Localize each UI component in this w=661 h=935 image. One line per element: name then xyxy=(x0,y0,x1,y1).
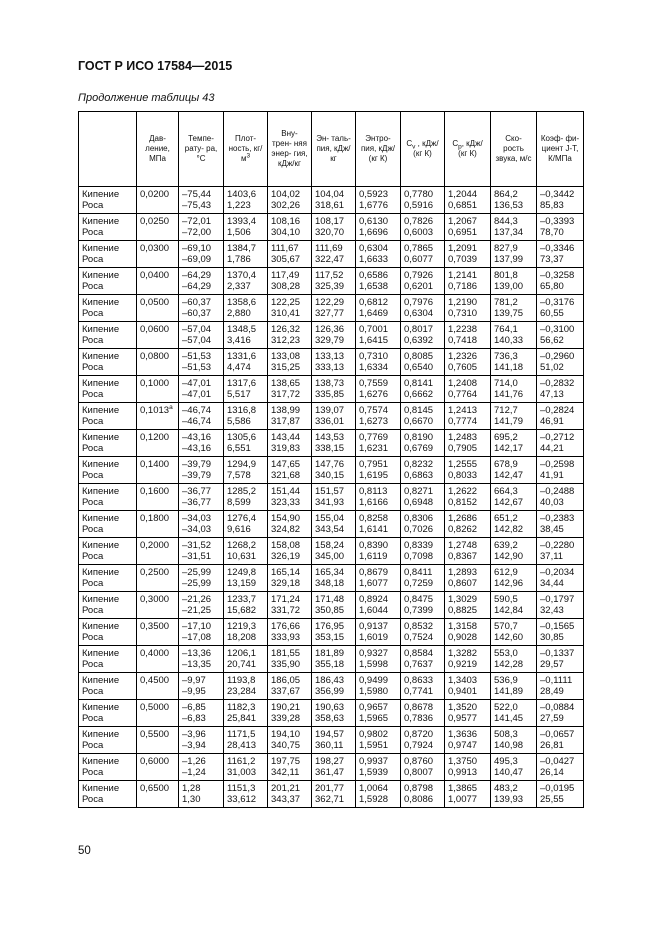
entropy-cell: 0,7310 1,6334 xyxy=(356,349,401,376)
density-cell: 1151,3 33,612 xyxy=(224,781,268,808)
sound-speed-cell: 864,2 136,53 xyxy=(491,187,537,214)
pressure-cell: 0,1000 xyxy=(137,376,179,403)
internal-energy-cell: 104,02 302,26 xyxy=(268,187,312,214)
cv-cell: 0,8190 0,6769 xyxy=(401,430,445,457)
joule-thomson-cell: –0,2824 46,91 xyxy=(537,403,584,430)
temperature-cell: –69,10 –69,09 xyxy=(179,241,224,268)
temperature-cell: –47,01 –47,01 xyxy=(179,376,224,403)
entropy-cell: 0,9937 1,5939 xyxy=(356,754,401,781)
density-cell: 1294,9 7,578 xyxy=(224,457,268,484)
internal-energy-cell: 165,14 329,18 xyxy=(268,565,312,592)
table-row xyxy=(79,538,584,565)
cp-cell: 1,2238 0,7418 xyxy=(445,322,491,349)
internal-energy-cell: 181,55 335,90 xyxy=(268,646,312,673)
temperature-cell: –9,97 –9,95 xyxy=(179,673,224,700)
cv-cell: 0,8017 0,6392 xyxy=(401,322,445,349)
table-row xyxy=(79,484,584,511)
internal-energy-cell: 197,75 342,11 xyxy=(268,754,312,781)
pressure-cell: 0,5000 xyxy=(137,700,179,727)
state-cell: Кипение Роса xyxy=(79,727,137,754)
enthalpy-cell: 139,07 336,01 xyxy=(312,403,356,430)
density-cell: 1171,5 28,413 xyxy=(224,727,268,754)
entropy-cell: 0,7559 1,6276 xyxy=(356,376,401,403)
table-row xyxy=(79,295,584,322)
density-cell: 1403,6 1,223 xyxy=(224,187,268,214)
pressure-cell: 0,5500 xyxy=(137,727,179,754)
joule-thomson-cell: –0,1111 28,49 xyxy=(537,673,584,700)
density-cell: 1219,3 18,208 xyxy=(224,619,268,646)
temperature-cell: –34,03 –34,03 xyxy=(179,511,224,538)
sound-speed-cell: 483,2 139,93 xyxy=(491,781,537,808)
sound-speed-cell: 651,2 142,82 xyxy=(491,511,537,538)
state-cell: Кипение Роса xyxy=(79,457,137,484)
cv-cell: 0,8141 0,6662 xyxy=(401,376,445,403)
table-row xyxy=(79,214,584,241)
column-header-entropy: Энтро- пия, кДж/ (кг К) xyxy=(356,112,401,187)
enthalpy-cell: 176,95 353,15 xyxy=(312,619,356,646)
joule-thomson-cell: –0,0884 27,59 xyxy=(537,700,584,727)
entropy-cell: 0,7951 1,6195 xyxy=(356,457,401,484)
state-cell: Кипение Роса xyxy=(79,646,137,673)
state-cell: Кипение Роса xyxy=(79,565,137,592)
table-row xyxy=(79,349,584,376)
cv-cell: 0,7865 0,6077 xyxy=(401,241,445,268)
table-row xyxy=(79,241,584,268)
table-row xyxy=(79,619,584,646)
cv-cell: 0,8633 0,7741 xyxy=(401,673,445,700)
temperature-cell: –57,04 –57,04 xyxy=(179,322,224,349)
table-row xyxy=(79,430,584,457)
sound-speed-cell: 612,9 142,96 xyxy=(491,565,537,592)
pressure-cell: 0,6500 xyxy=(137,781,179,808)
cv-cell: 0,7926 0,6201 xyxy=(401,268,445,295)
pressure-cell: 0,0500 xyxy=(137,295,179,322)
state-cell: Кипение Роса xyxy=(79,214,137,241)
sound-speed-cell: 712,7 141,79 xyxy=(491,403,537,430)
state-cell: Кипение Роса xyxy=(79,781,137,808)
entropy-cell: 0,8679 1,6077 xyxy=(356,565,401,592)
density-cell: 1358,6 2,880 xyxy=(224,295,268,322)
enthalpy-cell: 133,13 333,13 xyxy=(312,349,356,376)
cp-cell: 1,2413 0,7774 xyxy=(445,403,491,430)
density-cell: 1370,4 2,337 xyxy=(224,268,268,295)
state-cell: Кипение Роса xyxy=(79,538,137,565)
enthalpy-cell: 147,76 340,15 xyxy=(312,457,356,484)
sound-speed-cell: 570,7 142,60 xyxy=(491,619,537,646)
cv-cell: 0,8085 0,6540 xyxy=(401,349,445,376)
cp-cell: 1,2408 0,7764 xyxy=(445,376,491,403)
cv-cell: 0,8532 0,7524 xyxy=(401,619,445,646)
column-header-cv: $C_v$ , кДж/ (кг К) xyxy=(401,112,445,187)
pressure-cell: 0,1200 xyxy=(137,430,179,457)
temperature-cell: –64,29 –64,29 xyxy=(179,268,224,295)
state-cell: Кипение Роса xyxy=(79,349,137,376)
column-header-density: Плот- ность, $кг/м^3$ xyxy=(224,112,268,187)
table-row xyxy=(79,376,584,403)
cp-cell: 1,2748 0,8367 xyxy=(445,538,491,565)
joule-thomson-cell: –0,0195 25,55 xyxy=(537,781,584,808)
density-cell: 1285,2 8,599 xyxy=(224,484,268,511)
joule-thomson-cell: –0,2832 47,13 xyxy=(537,376,584,403)
internal-energy-cell: 126,32 312,23 xyxy=(268,322,312,349)
density-cell: 1268,2 10,631 xyxy=(224,538,268,565)
cp-cell: 1,2044 0,6851 xyxy=(445,187,491,214)
state-cell: Кипение Роса xyxy=(79,592,137,619)
temperature-cell: –51,53 –51,53 xyxy=(179,349,224,376)
entropy-cell: 1,0064 1,5928 xyxy=(356,781,401,808)
internal-energy-cell: 201,21 343,37 xyxy=(268,781,312,808)
temperature-cell: –25,99 –25,99 xyxy=(179,565,224,592)
temperature-cell: –72,01 –72,00 xyxy=(179,214,224,241)
entropy-cell: 0,9657 1,5965 xyxy=(356,700,401,727)
temperature-cell: –3,96 –3,94 xyxy=(179,727,224,754)
entropy-cell: 0,8258 1,6141 xyxy=(356,511,401,538)
temperature-cell: –60,37 –60,37 xyxy=(179,295,224,322)
joule-thomson-cell: –0,1797 32,43 xyxy=(537,592,584,619)
cp-cell: 1,2326 0,7605 xyxy=(445,349,491,376)
state-cell: Кипение Роса xyxy=(79,700,137,727)
density-cell: 1331,6 4,474 xyxy=(224,349,268,376)
joule-thomson-cell: –0,3100 56,62 xyxy=(537,322,584,349)
cv-cell: 0,8145 0,6670 xyxy=(401,403,445,430)
internal-energy-cell: 194,10 340,75 xyxy=(268,727,312,754)
column-header-enthalpy: Эн- таль- пия, кДж/кг xyxy=(312,112,356,187)
internal-energy-cell: 108,16 304,10 xyxy=(268,214,312,241)
enthalpy-cell: 138,73 335,85 xyxy=(312,376,356,403)
cp-cell: 1,2686 0,8262 xyxy=(445,511,491,538)
joule-thomson-cell: –0,2383 38,45 xyxy=(537,511,584,538)
sound-speed-cell: 590,5 142,84 xyxy=(491,592,537,619)
internal-energy-cell: 122,25 310,41 xyxy=(268,295,312,322)
column-header-pressure: Дав- ление, МПа xyxy=(137,112,179,187)
cv-cell: 0,8584 0,7637 xyxy=(401,646,445,673)
enthalpy-cell: 126,36 329,79 xyxy=(312,322,356,349)
pressure-cell: 0,0300 xyxy=(137,241,179,268)
cv-cell: 0,7976 0,6304 xyxy=(401,295,445,322)
enthalpy-cell: 117,52 325,39 xyxy=(312,268,356,295)
temperature-cell: –36,77 –36,77 xyxy=(179,484,224,511)
pressure-cell: 0,3500 xyxy=(137,619,179,646)
enthalpy-cell: 143,53 338,15 xyxy=(312,430,356,457)
temperature-cell: –13,36 –13,35 xyxy=(179,646,224,673)
state-cell: Кипение Роса xyxy=(79,322,137,349)
pressure-cell: 0,1400 xyxy=(137,457,179,484)
table-row xyxy=(79,511,584,538)
internal-energy-cell: 190,21 339,28 xyxy=(268,700,312,727)
temperature-cell: –1,26 –1,24 xyxy=(179,754,224,781)
page-number: 50 xyxy=(78,845,91,857)
table-row xyxy=(79,727,584,754)
cp-cell: 1,3029 0,8825 xyxy=(445,592,491,619)
sound-speed-cell: 678,9 142,47 xyxy=(491,457,537,484)
joule-thomson-cell: –0,3442 85,83 xyxy=(537,187,584,214)
entropy-cell: 0,6586 1,6538 xyxy=(356,268,401,295)
temperature-cell: –39,79 –39,79 xyxy=(179,457,224,484)
cp-cell: 1,3636 0,9747 xyxy=(445,727,491,754)
entropy-cell: 0,5923 1,6776 xyxy=(356,187,401,214)
internal-energy-cell: 117,49 308,28 xyxy=(268,268,312,295)
table-row xyxy=(79,565,584,592)
sound-speed-cell: 764,1 140,33 xyxy=(491,322,537,349)
enthalpy-cell: 155,04 343,54 xyxy=(312,511,356,538)
joule-thomson-cell: –0,0427 26,14 xyxy=(537,754,584,781)
density-cell: 1193,8 23,284 xyxy=(224,673,268,700)
cv-cell: 0,8271 0,6948 xyxy=(401,484,445,511)
cp-cell: 1,3403 0,9401 xyxy=(445,673,491,700)
entropy-cell: 0,7769 1,6231 xyxy=(356,430,401,457)
column-header-cp: $C_p$, кДж/ (кг К) xyxy=(445,112,491,187)
sound-speed-cell: 695,2 142,17 xyxy=(491,430,537,457)
pressure-cell: 0,4000 xyxy=(137,646,179,673)
internal-energy-cell: 138,65 317,72 xyxy=(268,376,312,403)
cv-cell: 0,8678 0,7836 xyxy=(401,700,445,727)
entropy-cell: 0,9137 1,6019 xyxy=(356,619,401,646)
joule-thomson-cell: –0,2598 41,91 xyxy=(537,457,584,484)
entropy-cell: 0,9802 1,5951 xyxy=(356,727,401,754)
enthalpy-cell: 186,43 356,99 xyxy=(312,673,356,700)
enthalpy-cell: 198,27 361,47 xyxy=(312,754,356,781)
internal-energy-cell: 154,90 324,82 xyxy=(268,511,312,538)
entropy-cell: 0,6130 1,6696 xyxy=(356,214,401,241)
cv-cell: 0,8720 0,7924 xyxy=(401,727,445,754)
sound-speed-cell: 553,0 142,28 xyxy=(491,646,537,673)
cp-cell: 1,2190 0,7310 xyxy=(445,295,491,322)
internal-energy-cell: 158,08 326,19 xyxy=(268,538,312,565)
pressure-cell: 0,0400 xyxy=(137,268,179,295)
sound-speed-cell: 844,3 137,34 xyxy=(491,214,537,241)
internal-energy-cell: 176,66 333,93 xyxy=(268,619,312,646)
state-cell: Кипение Роса xyxy=(79,403,137,430)
temperature-cell: –31,52 –31,51 xyxy=(179,538,224,565)
enthalpy-cell: 111,69 322,47 xyxy=(312,241,356,268)
enthalpy-cell: 104,04 318,61 xyxy=(312,187,356,214)
enthalpy-cell: 171,48 350,85 xyxy=(312,592,356,619)
sound-speed-cell: 536,9 141,89 xyxy=(491,673,537,700)
joule-thomson-cell: –0,2488 40,03 xyxy=(537,484,584,511)
density-cell: 1233,7 15,682 xyxy=(224,592,268,619)
sound-speed-cell: 639,2 142,90 xyxy=(491,538,537,565)
joule-thomson-cell: –0,1565 30,85 xyxy=(537,619,584,646)
cv-cell: 0,8798 0,8086 xyxy=(401,781,445,808)
sound-speed-cell: 664,3 142,67 xyxy=(491,484,537,511)
joule-thomson-cell: –0,3346 73,37 xyxy=(537,241,584,268)
sound-speed-cell: 495,3 140,47 xyxy=(491,754,537,781)
sound-speed-cell: 508,3 140,98 xyxy=(491,727,537,754)
entropy-cell: 0,9327 1,5998 xyxy=(356,646,401,673)
cp-cell: 1,2067 0,6951 xyxy=(445,214,491,241)
state-cell: Кипение Роса xyxy=(79,430,137,457)
internal-energy-cell: 143,44 319,83 xyxy=(268,430,312,457)
pressure-cell: 0,1800 xyxy=(137,511,179,538)
enthalpy-cell: 201,77 362,71 xyxy=(312,781,356,808)
pressure-cell: 0,0200 xyxy=(137,187,179,214)
entropy-cell: 0,8113 1,6166 xyxy=(356,484,401,511)
column-header-temperature: Темпе- рату- ра, °С xyxy=(179,112,224,187)
sound-speed-cell: 522,0 141,45 xyxy=(491,700,537,727)
cp-cell: 1,2622 0,8152 xyxy=(445,484,491,511)
cv-cell: 0,8760 0,8007 xyxy=(401,754,445,781)
column-header-joule-thomson: Коэф- фи- циент J-T, К/МПа xyxy=(537,112,584,187)
sound-speed-cell: 714,0 141,76 xyxy=(491,376,537,403)
joule-thomson-cell: –0,2712 44,21 xyxy=(537,430,584,457)
cv-cell: 0,8232 0,6863 xyxy=(401,457,445,484)
pressure-cell: 0,0800 xyxy=(137,349,179,376)
joule-thomson-cell: –0,2280 37,11 xyxy=(537,538,584,565)
density-cell: 1276,4 9,616 xyxy=(224,511,268,538)
density-cell: 1206,1 20,741 xyxy=(224,646,268,673)
cp-cell: 1,3282 0,9219 xyxy=(445,646,491,673)
table-row xyxy=(79,673,584,700)
cp-cell: 1,2091 0,7039 xyxy=(445,241,491,268)
entropy-cell: 0,9499 1,5980 xyxy=(356,673,401,700)
internal-energy-cell: 138,99 317,87 xyxy=(268,403,312,430)
table-row xyxy=(79,403,584,430)
joule-thomson-cell: –0,2960 51,02 xyxy=(537,349,584,376)
entropy-cell: 0,8390 1,6119 xyxy=(356,538,401,565)
density-cell: 1317,6 5,517 xyxy=(224,376,268,403)
pressure-cell: 0,0250 xyxy=(137,214,179,241)
sound-speed-cell: 827,9 137,99 xyxy=(491,241,537,268)
enthalpy-cell: 122,29 327,77 xyxy=(312,295,356,322)
state-cell: Кипение Роса xyxy=(79,484,137,511)
state-cell: Кипение Роса xyxy=(79,295,137,322)
table-body xyxy=(79,187,584,808)
temperature-cell: 1,28 1,30 xyxy=(179,781,224,808)
cp-cell: 1,3520 0,9577 xyxy=(445,700,491,727)
sound-speed-cell: 736,3 141,18 xyxy=(491,349,537,376)
cv-cell: 0,8411 0,7259 xyxy=(401,565,445,592)
internal-energy-cell: 186,05 337,67 xyxy=(268,673,312,700)
joule-thomson-cell: –0,3393 78,70 xyxy=(537,214,584,241)
entropy-cell: 0,6812 1,6469 xyxy=(356,295,401,322)
density-cell: 1316,8 5,586 xyxy=(224,403,268,430)
state-cell: Кипение Роса xyxy=(79,619,137,646)
density-cell: 1305,6 6,551 xyxy=(224,430,268,457)
enthalpy-cell: 151,57 341,93 xyxy=(312,484,356,511)
table-row xyxy=(79,646,584,673)
table-row xyxy=(79,781,584,808)
pressure-cell: 0,4500 xyxy=(137,673,179,700)
density-cell: 1384,7 1,786 xyxy=(224,241,268,268)
enthalpy-cell: 181,89 355,18 xyxy=(312,646,356,673)
density-cell: 1161,2 31,003 xyxy=(224,754,268,781)
pressure-cell: 0,2000 xyxy=(137,538,179,565)
document-title: ГОСТ Р ИСО 17584—2015 xyxy=(78,59,233,73)
table-row xyxy=(79,700,584,727)
temperature-cell: –6,85 –6,83 xyxy=(179,700,224,727)
density-cell: 1182,3 25,841 xyxy=(224,700,268,727)
cp-cell: 1,2893 0,8607 xyxy=(445,565,491,592)
cp-cell: 1,3158 0,9028 xyxy=(445,619,491,646)
pressure-cell: 0,2500 xyxy=(137,565,179,592)
entropy-cell: 0,7001 1,6415 xyxy=(356,322,401,349)
pressure-cell: 0,6000 xyxy=(137,754,179,781)
cv-cell: 0,8306 0,7026 xyxy=(401,511,445,538)
pressure-cell: 0,0600 xyxy=(137,322,179,349)
sound-speed-cell: 781,2 139,75 xyxy=(491,295,537,322)
cp-cell: 1,2141 0,7186 xyxy=(445,268,491,295)
joule-thomson-cell: –0,3176 60,55 xyxy=(537,295,584,322)
internal-energy-cell: 171,24 331,72 xyxy=(268,592,312,619)
entropy-cell: 0,7574 1,6273 xyxy=(356,403,401,430)
state-cell: Кипение Роса xyxy=(79,511,137,538)
state-cell: Кипение Роса xyxy=(79,187,137,214)
column-header-internal-energy: Вну- трен- няя энер- гия, кДж/кг xyxy=(268,112,312,187)
cp-cell: 1,2555 0,8033 xyxy=(445,457,491,484)
table-row xyxy=(79,187,584,214)
temperature-cell: –17,10 –17,08 xyxy=(179,619,224,646)
temperature-cell: –75,44 –75,43 xyxy=(179,187,224,214)
internal-energy-cell: 133,08 315,25 xyxy=(268,349,312,376)
column-header-sound-speed: Ско- рость звука, м/с xyxy=(491,112,537,187)
pressure-cell: 0,1600 xyxy=(137,484,179,511)
entropy-cell: 0,6304 1,6633 xyxy=(356,241,401,268)
cv-cell: 0,8475 0,7399 xyxy=(401,592,445,619)
joule-thomson-cell: –0,2034 34,44 xyxy=(537,565,584,592)
enthalpy-cell: 194,57 360,11 xyxy=(312,727,356,754)
entropy-cell: 0,8924 1,6044 xyxy=(356,592,401,619)
state-cell: Кипение Роса xyxy=(79,673,137,700)
cp-cell: 1,3865 1,0077 xyxy=(445,781,491,808)
table-caption: Продолжение таблицы 43 xyxy=(78,92,215,104)
enthalpy-cell: 190,63 358,63 xyxy=(312,700,356,727)
sound-speed-cell: 801,8 139,00 xyxy=(491,268,537,295)
internal-energy-cell: 147,65 321,68 xyxy=(268,457,312,484)
enthalpy-cell: 165,34 348,18 xyxy=(312,565,356,592)
state-cell: Кипение Роса xyxy=(79,268,137,295)
temperature-cell: –43,16 –43,16 xyxy=(179,430,224,457)
joule-thomson-cell: –0,1337 29,57 xyxy=(537,646,584,673)
state-cell: Кипение Роса xyxy=(79,376,137,403)
enthalpy-cell: 158,24 345,00 xyxy=(312,538,356,565)
density-cell: 1249,8 13,159 xyxy=(224,565,268,592)
state-cell: Кипение Роса xyxy=(79,241,137,268)
table-row xyxy=(79,754,584,781)
data-table xyxy=(78,111,584,808)
table-row xyxy=(79,268,584,295)
header-row xyxy=(79,112,584,187)
internal-energy-cell: 111,67 305,67 xyxy=(268,241,312,268)
density-cell: 1348,5 3,416 xyxy=(224,322,268,349)
joule-thomson-cell: –0,3258 65,80 xyxy=(537,268,584,295)
cp-cell: 1,3750 0,9913 xyxy=(445,754,491,781)
table-row xyxy=(79,457,584,484)
temperature-cell: –46,74 –46,74 xyxy=(179,403,224,430)
temperature-cell: –21,26 –21,25 xyxy=(179,592,224,619)
cv-cell: 0,7826 0,6003 xyxy=(401,214,445,241)
internal-energy-cell: 151,44 323,33 xyxy=(268,484,312,511)
table-row xyxy=(79,592,584,619)
pressure-cell: 0,1013$^a$ xyxy=(137,403,179,430)
joule-thomson-cell: –0,0657 26,81 xyxy=(537,727,584,754)
state-cell: Кипение Роса xyxy=(79,754,137,781)
cv-cell: 0,7780 0,5916 xyxy=(401,187,445,214)
pressure-cell: 0,3000 xyxy=(137,592,179,619)
enthalpy-cell: 108,17 320,70 xyxy=(312,214,356,241)
density-cell: 1393,4 1,506 xyxy=(224,214,268,241)
cv-cell: 0,8339 0,7098 xyxy=(401,538,445,565)
table-row xyxy=(79,322,584,349)
column-header-state xyxy=(79,112,137,187)
cp-cell: 1,2483 0,7905 xyxy=(445,430,491,457)
